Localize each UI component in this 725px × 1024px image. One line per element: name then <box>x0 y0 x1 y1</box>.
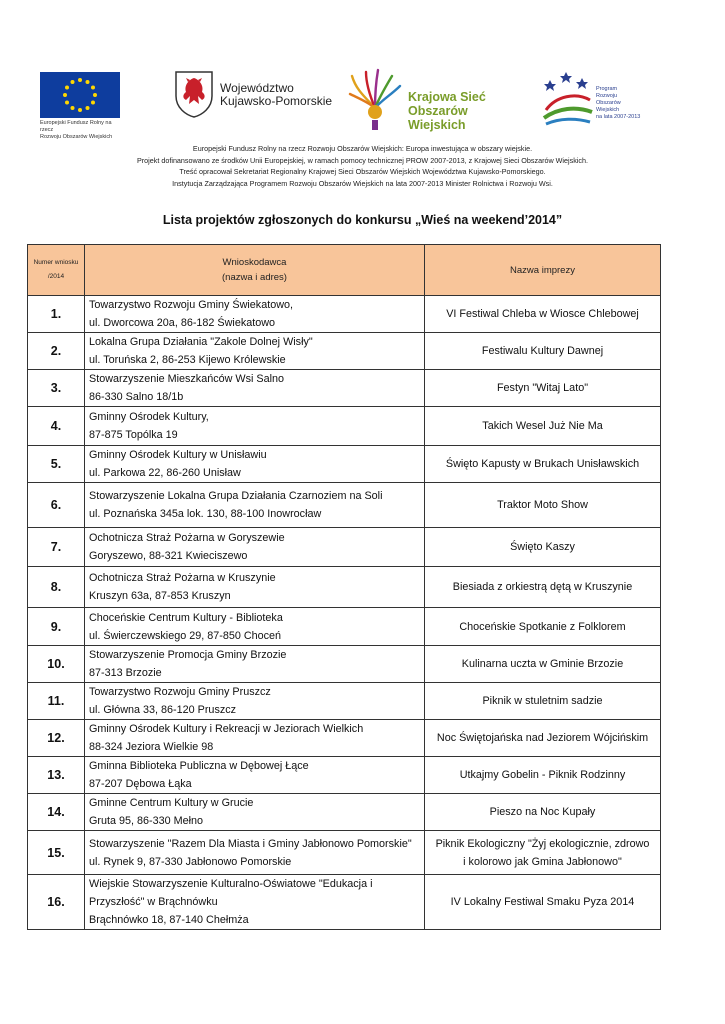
row-event <box>425 720 661 757</box>
applicant-line: Przyszłość" w Brąchnówku <box>89 896 218 908</box>
header-applicant <box>85 245 425 296</box>
eu-caption <box>40 120 120 141</box>
row-event <box>425 407 661 446</box>
row-applicant <box>85 528 425 567</box>
row-applicant <box>85 608 425 646</box>
eu-caption-line: Europejski Fundusz Rolny na rzecz <box>40 120 112 133</box>
applicant-line: Towarzystwo Rozwoju Gminy Pruszcz <box>89 686 271 698</box>
row-number: 6. <box>28 483 85 528</box>
prow-name-line: Wiejskich <box>596 107 620 113</box>
applicant-line: Lokalna Grupa Działania "Zakole Dolnej Wisły" <box>89 336 313 348</box>
region-name-line: Kujawsko-Pomorskie <box>220 94 333 108</box>
eu-flag-icon <box>40 72 120 118</box>
logo-strip <box>0 62 725 142</box>
table-row <box>28 528 661 567</box>
eu-star-icon <box>63 93 67 97</box>
applicant-line: ul. Dworcowa 20a, 86-182 Świekatowo <box>89 317 276 329</box>
table-row <box>28 608 661 646</box>
applicant-line: Choceńskie Centrum Kultury - Biblioteka <box>89 611 283 624</box>
row-event <box>425 446 661 483</box>
event-line: Noc Świętojańska nad Jeziorem Wójcińskim <box>436 732 649 744</box>
row-number: 4. <box>28 407 85 446</box>
header-number-line: Numer wniosku <box>33 259 79 266</box>
prow-name-line: Rozwoju <box>596 93 618 99</box>
applicant-line: 87-207 Dębowa Łąka <box>89 778 192 790</box>
network-name-line: Obszarów Wiejskich <box>408 104 468 132</box>
region-name-line: Województwo <box>220 81 294 95</box>
applicant-line: ul. Rynek 9, 87-330 Jabłonowo Pomorskie <box>89 855 292 868</box>
eu-caption-line: Rozwoju Obszarów Wiejskich <box>40 134 113 140</box>
row-number: 9. <box>28 608 85 646</box>
table-row <box>28 720 661 757</box>
row-number: 14. <box>28 794 85 831</box>
event-line: Święto Kaszy <box>510 541 575 553</box>
projects-table <box>27 244 661 930</box>
applicant-line: Kruszyn 63a, 87-853 Kruszyn <box>89 590 231 602</box>
funding-notice-line: Treść opracował Sekretariat Regionalny Krajowej Sieci Obszarów Wiejskich Województwa Kujawsko-Pomorskiego. <box>179 167 546 176</box>
row-event <box>425 757 661 794</box>
table-row <box>28 757 661 794</box>
applicant-line: Stowarzyszenie "Razem Dla Miasta i Gminy Jabłonowo Pomorskie" <box>89 837 412 850</box>
row-applicant <box>85 646 425 683</box>
row-number: 8. <box>28 567 85 608</box>
prow-name-line: Obszarów <box>596 100 621 106</box>
applicant-line: 87-313 Brzozie <box>89 667 162 679</box>
eu-star-icon <box>91 101 95 105</box>
table-row <box>28 875 661 930</box>
eu-logo <box>40 72 120 141</box>
eu-star-icon <box>93 93 97 97</box>
row-event <box>425 528 661 567</box>
event-line: Święto Kapusty w Brukach Unisławskich <box>445 458 640 470</box>
row-applicant <box>85 446 425 483</box>
table-row <box>28 446 661 483</box>
applicant-line: ul. Parkowa 22, 86-260 Unisław <box>89 467 241 479</box>
event-line: Choceńskie Spotkanie z Folklorem <box>459 620 626 633</box>
row-applicant <box>85 296 425 333</box>
eu-star-icon <box>91 86 95 90</box>
row-applicant <box>85 720 425 757</box>
applicant-line: 88-324 Jeziora Wielkie 98 <box>89 741 214 753</box>
network-name <box>408 90 526 132</box>
table-row <box>28 296 661 333</box>
row-event <box>425 370 661 407</box>
eu-star-icon <box>86 80 90 84</box>
row-event <box>425 483 661 528</box>
applicant-line: ul. Główna 33, 86-120 Pruszcz <box>89 704 237 716</box>
header-number <box>28 245 85 296</box>
funding-notice-line: Instytucja Zarządzająca Programem Rozwoju Obszarów Wiejskich na lata 2007-2013 Minister Rolnictwa i Rozwoju Wsi. <box>172 178 553 188</box>
applicant-line: Gminny Ośrodek Kultury i Rekreacji w Jeziorach Wielkich <box>89 723 364 735</box>
applicant-line: 87-875 Topólka 19 <box>89 429 178 441</box>
network-flower-icon <box>346 68 404 137</box>
row-applicant <box>85 567 425 608</box>
applicant-line: ul. Świerczewskiego 29, 87-850 Choceń <box>89 629 282 642</box>
row-number: 11. <box>28 683 85 720</box>
eu-star-icon <box>86 106 90 110</box>
document-title: Lista projektów zgłoszonych do konkursu „Wieś na weekend’2014” <box>162 213 563 227</box>
row-number: 3. <box>28 370 85 407</box>
region-logo <box>174 70 334 120</box>
applicant-line: Brąchnówko 18, 87-140 Chełmża <box>89 914 249 926</box>
applicant-line: Towarzystwo Rozwoju Gminy Świekatowo, <box>89 299 294 311</box>
applicant-line: Goryszewo, 88-321 Kwieciszewo <box>89 550 248 562</box>
applicant-line: Ochotnicza Straż Pożarna w Kruszynie <box>89 572 276 584</box>
prow-name-line: Program <box>596 86 618 92</box>
table-row <box>28 407 661 446</box>
row-event <box>425 646 661 683</box>
region-crest-icon <box>174 70 214 118</box>
table-row <box>28 370 661 407</box>
event-line: Kulinarna uczta w Gminie Brzozie <box>461 658 624 670</box>
prow-name <box>596 86 640 121</box>
row-number: 12. <box>28 720 85 757</box>
row-event <box>425 567 661 608</box>
applicant-line: Stowarzyszenie Mieszkańców Wsi Salno <box>89 373 285 385</box>
row-event <box>425 831 661 875</box>
row-number: 10. <box>28 646 85 683</box>
event-line: VI Festiwal Chleba w Wiosce Chlebowej <box>446 308 639 320</box>
event-line: Takich Wesel Już Nie Ma <box>482 420 603 432</box>
applicant-line: 86-330 Salno 18/1b <box>89 391 184 403</box>
table-row <box>28 646 661 683</box>
header-number-line: /2014 <box>47 273 65 280</box>
eu-star-icon <box>71 80 75 84</box>
eu-star-icon <box>65 101 69 105</box>
row-event <box>425 794 661 831</box>
region-name <box>220 82 332 108</box>
row-number: 1. <box>28 296 85 333</box>
applicant-line: Stowarzyszenie Lokalna Grupa Działania Czarnoziem na Soli <box>89 490 383 502</box>
event-line: Festyn "Witaj Lato" <box>496 382 589 394</box>
event-line: Traktor Moto Show <box>497 499 588 511</box>
event-line: Piknik w stuletnim sadzie <box>482 695 603 707</box>
table-row <box>28 794 661 831</box>
row-number: 15. <box>28 831 85 875</box>
row-applicant <box>85 757 425 794</box>
applicant-line: Wiejskie Stowarzyszenie Kulturalno-Oświatowe "Edukacja i <box>89 878 373 890</box>
eu-star-icon <box>78 108 82 112</box>
event-line: IV Lokalny Festiwal Smaku Pyza 2014 <box>450 896 635 908</box>
row-event <box>425 333 661 370</box>
row-number: 7. <box>28 528 85 567</box>
row-applicant <box>85 875 425 930</box>
eu-star-icon <box>78 78 82 82</box>
event-line: Utkajmy Gobelin - Piknik Rodzinny <box>459 769 626 781</box>
network-logo <box>346 68 526 132</box>
table-row <box>28 567 661 608</box>
funding-notice-line: Europejski Fundusz Rolny na rzecz Rozwoju Obszarów Wiejskich: Europa inwestująca w obszary wiejskie. <box>192 144 533 153</box>
applicant-line: ul. Toruńska 2, 86-253 Kijewo Królewskie <box>89 354 286 366</box>
row-number: 16. <box>28 875 85 930</box>
header-applicant-line: (nazwa i adres) <box>222 272 287 283</box>
event-line: Piknik Ekologiczny "Żyj ekologicznie, zdrowo <box>435 837 650 850</box>
applicant-line: Gruta 95, 86-330 Mełno <box>89 815 204 827</box>
table-header-row <box>28 245 661 296</box>
applicant-line: Gminny Ośrodek Kultury w Unisławiu <box>89 449 267 461</box>
table-row <box>28 483 661 528</box>
event-line: Pieszo na Noc Kupały <box>489 806 596 818</box>
row-number: 5. <box>28 446 85 483</box>
applicant-line: Gminne Centrum Kultury w Grucie <box>89 797 254 809</box>
row-event <box>425 875 661 930</box>
row-number: 13. <box>28 757 85 794</box>
header-applicant-line: Wnioskodawca <box>222 257 287 268</box>
row-applicant <box>85 683 425 720</box>
row-event <box>425 296 661 333</box>
event-line: i kolorowo jak Gmina Jabłonowo" <box>463 855 622 868</box>
row-applicant <box>85 370 425 407</box>
row-applicant <box>85 333 425 370</box>
row-applicant <box>85 794 425 831</box>
row-event <box>425 683 661 720</box>
header-event: Nazwa imprezy <box>425 245 661 296</box>
network-name-line: Krajowa Sieć <box>408 90 486 104</box>
prow-logo <box>540 70 650 130</box>
eu-star-icon <box>65 86 69 90</box>
row-applicant <box>85 831 425 875</box>
prow-emblem-icon <box>540 70 594 135</box>
funding-notice-line: Projekt dofinansowano ze środków Unii Europejskiej, w ramach pomocy technicznej PROW 2007-2013, z Krajowej Sieci Obszarów Wiejskich. <box>136 155 588 165</box>
table-row <box>28 683 661 720</box>
row-event <box>425 608 661 646</box>
applicant-line: ul. Poznańska 345a lok. 130, 88-100 Inowrocław <box>89 508 322 520</box>
event-line: Festiwalu Kultury Dawnej <box>481 345 604 357</box>
row-number: 2. <box>28 333 85 370</box>
row-applicant <box>85 407 425 446</box>
row-applicant <box>85 483 425 528</box>
prow-name-line: na lata 2007-2013 <box>596 114 641 120</box>
applicant-line: Ochotnicza Straż Pożarna w Goryszewie <box>89 532 285 544</box>
event-line: Biesiada z orkiestrą dętą w Kruszynie <box>452 581 633 593</box>
table-row <box>28 333 661 370</box>
eu-star-icon <box>71 106 75 110</box>
funding-notice <box>0 143 725 189</box>
applicant-line: Gminny Ośrodek Kultury, <box>89 411 209 423</box>
applicant-line: Gminna Biblioteka Publiczna w Dębowej Łące <box>89 760 309 772</box>
applicant-line: Stowarzyszenie Promocja Gminy Brzozie <box>89 649 287 661</box>
table-row <box>28 831 661 875</box>
